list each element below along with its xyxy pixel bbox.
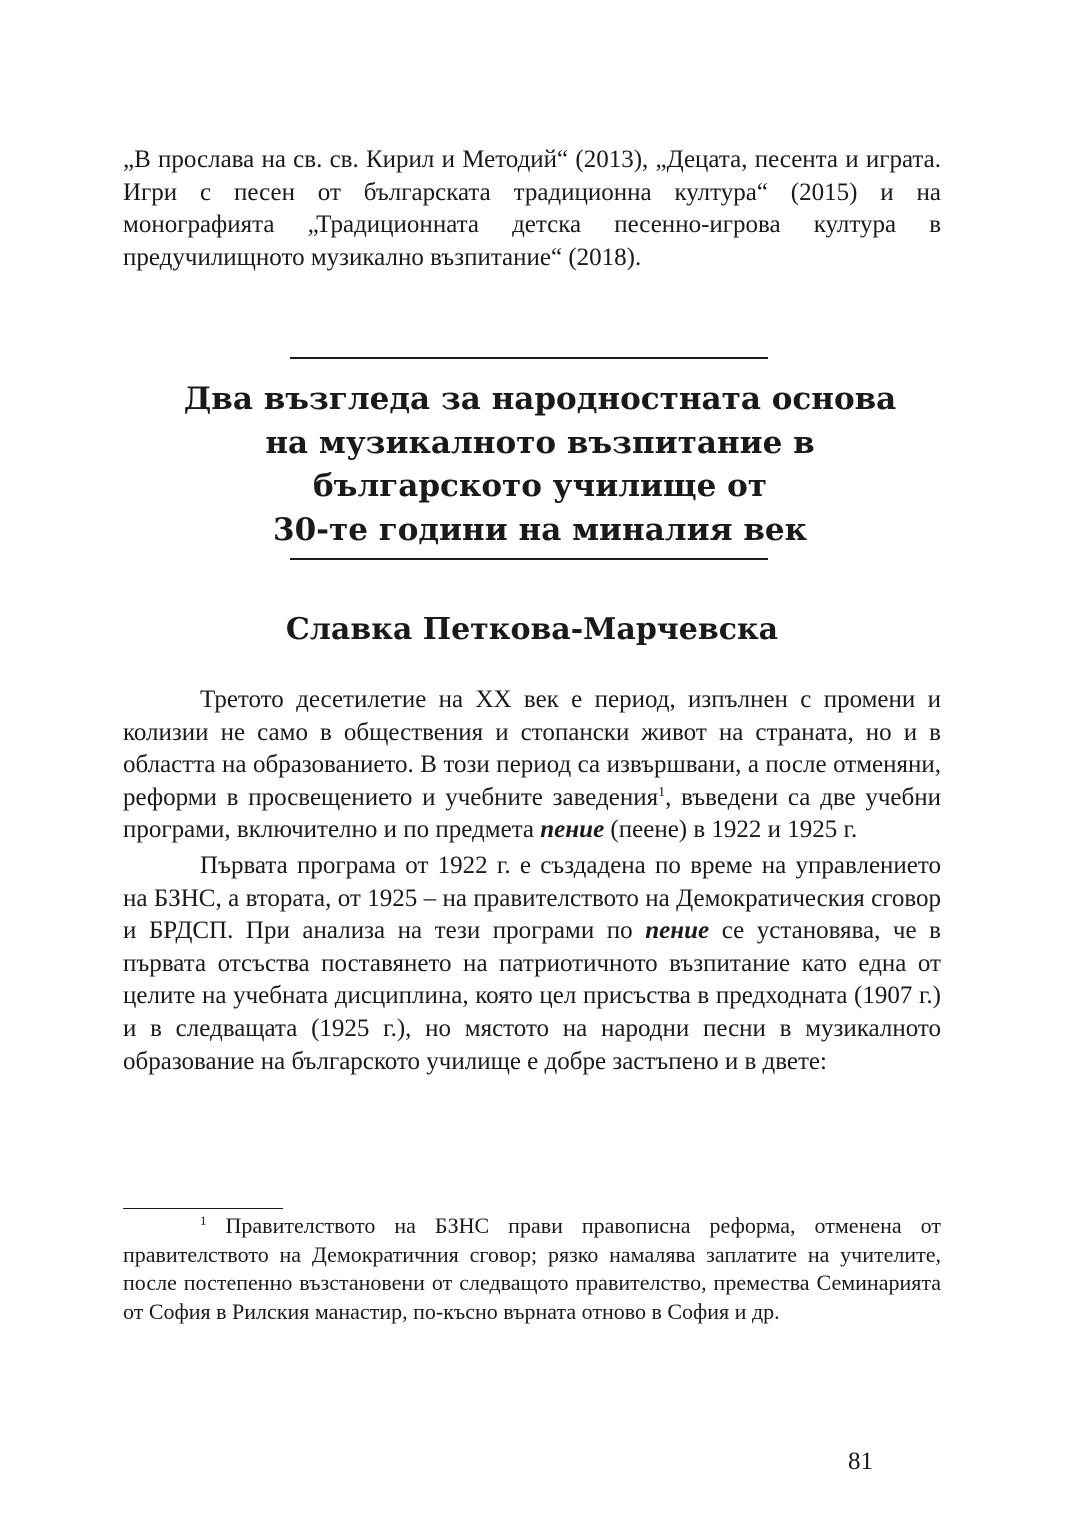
- footnote: [123, 1212, 941, 1327]
- page-number: 81: [848, 1448, 873, 1475]
- intro-paragraph: [123, 144, 941, 274]
- footnote-mark: 1: [200, 1213, 207, 1228]
- title-rule-bottom: [290, 558, 768, 560]
- article-author: Славка Петкова-Марчевска: [285, 612, 779, 647]
- body-text-segment: , въведени са две учебни програми, включително и по предмета: [123, 783, 941, 844]
- body-text-segment: Третото десетилетие на XX век е период, изпълнен с промени и колизии не само в обществения и стопански живот на страната, но и в областта на образованието. В този период са извършвани, а после отменяни, реформи в просвещението и учебните заведения: [123, 686, 941, 811]
- footnote-separator: [123, 1208, 283, 1209]
- body-paragraph-2: [123, 850, 941, 1078]
- article-title: [160, 378, 920, 552]
- article-title-line: българското училище от: [312, 468, 767, 504]
- footnote-text: Правителството на БЗНС прави правописна реформа, отменена от правителството на Демократичния сговор; рязко намалява заплатите на учителите, после постепенно възстановени от следващото правителство, премества Семинарията от София в Рилския манастир, по-късно върната отново в София и др.: [123, 1213, 941, 1325]
- article-body: [123, 684, 941, 1078]
- body-text-segment: се установява, че в първата отсъства поставянето на патриотичното възпитание като една от целите на учебната дисциплина, която цел присъства в предходната (1907 г.) и в следващата (1925 г.), но мястото на народни песни в музикалното образование на българското училище е добре застъпено и в двете:: [123, 917, 941, 1075]
- article-title-line: 30-те години на миналия век: [273, 511, 807, 548]
- body-text-segment: (пеене) в 1922 и 1925 г.: [604, 816, 858, 844]
- body-paragraph-1: [123, 684, 941, 847]
- article-title-line: Два възгледа за народностната основа: [183, 381, 897, 417]
- article-title-line: на музикалното възпитание в: [265, 424, 815, 461]
- emphasized-term: пение: [540, 816, 605, 844]
- intro-text: „В прослава на св. св. Кирил и Методий“ (2013), „Децата, песента и играта. Игри с песен от българската традиционна култура“ (2015) и на монографията „Традиционната детска песенно-игрова култура в предучилищното музикално възпитание“ (2018).: [123, 146, 941, 271]
- footnote-reference[interactable]: 1: [658, 784, 666, 800]
- title-rule-top: [290, 357, 768, 359]
- emphasized-term: пение: [645, 917, 710, 945]
- body-text-segment: Първата програма от 1922 г. е създадена по време на управлението на БЗНС, а втората, от 1925 – на правителството на Демократическия сговор и БРДСП. При анализа на тези програми по: [123, 851, 941, 945]
